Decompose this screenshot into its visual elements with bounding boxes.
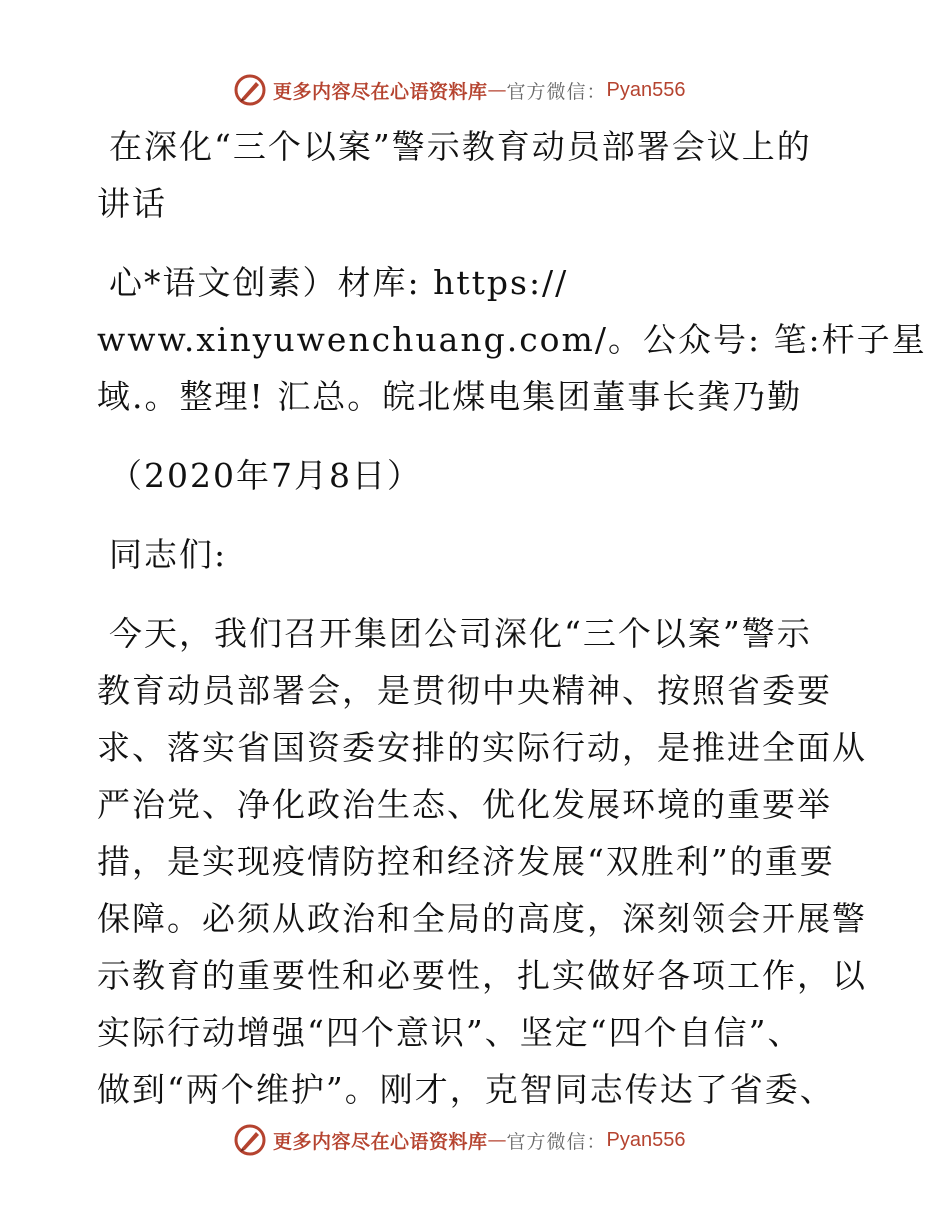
meta-line-2: www.xinyuwenchuang.com/。公众号: 笔:杆子星 bbox=[97, 320, 927, 359]
body-line-1: 今天，我们召开集团公司深化“三个以案”警示 bbox=[109, 614, 812, 653]
title-line-2: 讲话 bbox=[97, 184, 167, 223]
banner-dash: — bbox=[487, 79, 507, 101]
body-line-8: 实际行动增强“四个意识”、坚定“四个自信”、 bbox=[97, 1013, 803, 1052]
body-line-3: 求、落实省国资委安排的实际行动，是推进全面从 bbox=[97, 728, 867, 767]
body-line-5: 措，是实现疫情防控和经济发展“双胜利”的重要 bbox=[97, 842, 835, 881]
title-line-1: 在深化“三个以案”警示教育动员部署会议上的 bbox=[109, 127, 812, 166]
banner-text: 更多内容尽在心语资料库 bbox=[273, 1130, 488, 1153]
body-line-9: 做到“两个维护”。刚才，克智同志传达了省委、 bbox=[97, 1070, 835, 1109]
body-line-7: 示教育的重要性和必要性，扎实做好各项工作，以 bbox=[97, 956, 867, 995]
meta-line-3: 域.。整理! 汇总。皖北煤电集团董事长龚乃勤 bbox=[97, 377, 803, 416]
banner-text: 更多内容尽在心语资料库 bbox=[273, 80, 488, 103]
body-line-4: 严治党、净化政治生态、优化发展环境的重要举 bbox=[97, 785, 832, 824]
banner-dash: — bbox=[487, 1129, 507, 1151]
banner-wechat-id: Pyan556 bbox=[606, 1128, 686, 1151]
banner-wechat-id: Pyan556 bbox=[606, 78, 686, 101]
body-line-2: 教育动员部署会，是贯彻中央精神、按照省委要 bbox=[97, 671, 832, 710]
meta-line-1: 心*语文创素）材库: https:// bbox=[109, 263, 569, 302]
pen-logo-icon bbox=[233, 73, 267, 107]
header-watermark-banner bbox=[233, 70, 686, 110]
date-line: （2020年7月8日） bbox=[109, 456, 422, 495]
salutation: 同志们: bbox=[109, 535, 228, 574]
footer-watermark-banner bbox=[233, 1120, 686, 1160]
pen-logo-icon bbox=[233, 1123, 267, 1157]
document-body bbox=[97, 118, 927, 1118]
banner-official-label: 官方微信： bbox=[506, 80, 607, 103]
banner-official-label: 官方微信： bbox=[506, 1130, 607, 1153]
body-line-6: 保障。必须从政治和全局的高度，深刻领会开展警 bbox=[97, 899, 867, 938]
